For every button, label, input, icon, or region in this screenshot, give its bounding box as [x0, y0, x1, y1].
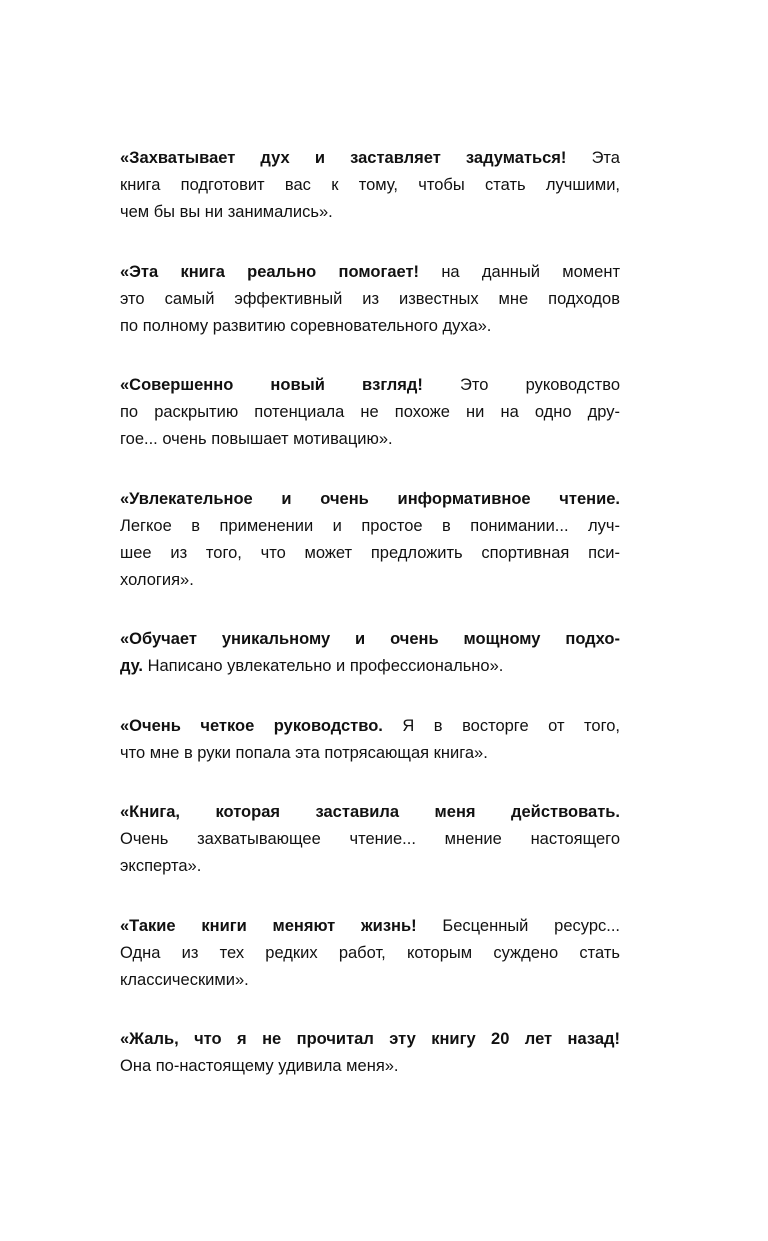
- quote-text: Легкое в применении и простое в понимании... луч-: [120, 516, 620, 535]
- quote-line: [120, 626, 620, 653]
- quote-line: [120, 853, 620, 880]
- quote-text: классическими».: [120, 970, 249, 989]
- quote-headline: «Совершенно новый взгляд!: [120, 376, 423, 394]
- quote-line: [120, 1026, 620, 1053]
- quote-headline: «Захватывает дух и заставляет задуматься!: [120, 149, 567, 167]
- testimonial-quote: [120, 259, 620, 340]
- quote-text: Я в восторге от того,: [382, 716, 620, 735]
- testimonial-quote: [120, 799, 620, 880]
- quote-line: [120, 826, 620, 853]
- quote-headline: «Очень четкое руководство.: [120, 716, 383, 735]
- quote-headline: «Такие книги меняют жизнь!: [120, 916, 417, 935]
- quote-line: [120, 967, 620, 994]
- testimonial-quote: [120, 626, 620, 680]
- quote-text: эксперта».: [120, 857, 202, 875]
- quote-text: по полному развитию соревновательного духа».: [120, 316, 492, 335]
- quote-headline: ду.: [120, 657, 143, 675]
- quote-text: Очень захватывающее чтение... мнение настоящего: [120, 830, 620, 848]
- testimonial-quote: [120, 372, 620, 453]
- quote-headline: «Книга, которая заставила меня действовать.: [120, 803, 620, 821]
- quote-line: [120, 540, 620, 567]
- quote-text: что мне в руки попала эта потрясающая книга».: [120, 743, 488, 762]
- quote-text: Одна из тех редких работ, которым суждено стать: [120, 943, 620, 962]
- quote-line: [120, 172, 620, 199]
- quote-line: [120, 313, 620, 340]
- quote-line: [120, 913, 620, 940]
- quote-text: это самый эффективный из известных мне подходов: [120, 289, 620, 308]
- quote-headline: «Увлекательное и очень информативное чтение.: [120, 489, 620, 508]
- quote-line: [120, 713, 620, 740]
- quote-text: Это руководство: [422, 376, 620, 394]
- quote-text: книга подготовит вас к тому, чтобы стать лучшими,: [120, 176, 620, 194]
- testimonial-quote: [120, 486, 620, 594]
- quote-line: [120, 145, 620, 172]
- quote-line: [120, 259, 620, 286]
- quote-line: [120, 399, 620, 426]
- quote-line: [120, 1053, 620, 1080]
- quote-headline: «Эта книга реально помогает!: [120, 262, 420, 281]
- quote-line: [120, 426, 620, 453]
- quote-text: Написано увлекательно и профессионально».: [143, 657, 504, 675]
- testimonial-quote: [120, 145, 620, 226]
- quote-text: Она по-настоящему удивила меня».: [120, 1057, 399, 1075]
- quote-text: по раскрытию потенциала не похоже ни на одно дру-: [120, 403, 620, 421]
- quote-line: [120, 513, 620, 540]
- testimonial-quote: [120, 913, 620, 994]
- quote-line: [120, 372, 620, 399]
- quote-line: [120, 740, 620, 767]
- quote-line: [120, 653, 620, 680]
- quote-text: хология».: [120, 570, 194, 589]
- quote-text: гое... очень повышает мотивацию».: [120, 430, 393, 448]
- testimonials-page: [120, 145, 620, 1113]
- quote-text: на данный момент: [419, 262, 620, 281]
- testimonial-quote: [120, 713, 620, 767]
- quote-text: шее из того, что может предложить спортивная пси-: [120, 543, 620, 562]
- quote-headline: «Обучает уникальному и очень мощному подхо-: [120, 630, 620, 648]
- quote-line: [120, 199, 620, 226]
- quote-line: [120, 940, 620, 967]
- quote-headline: «Жаль, что я не прочитал эту книгу 20 лет назад!: [120, 1030, 620, 1048]
- quote-line: [120, 286, 620, 313]
- quote-text: Эта: [566, 149, 620, 167]
- quote-line: [120, 567, 620, 594]
- quote-line: [120, 486, 620, 513]
- quote-text: Бесценный ресурс...: [416, 916, 620, 935]
- quote-text: чем бы вы ни занимались».: [120, 203, 333, 221]
- quote-line: [120, 799, 620, 826]
- testimonial-quote: [120, 1026, 620, 1080]
